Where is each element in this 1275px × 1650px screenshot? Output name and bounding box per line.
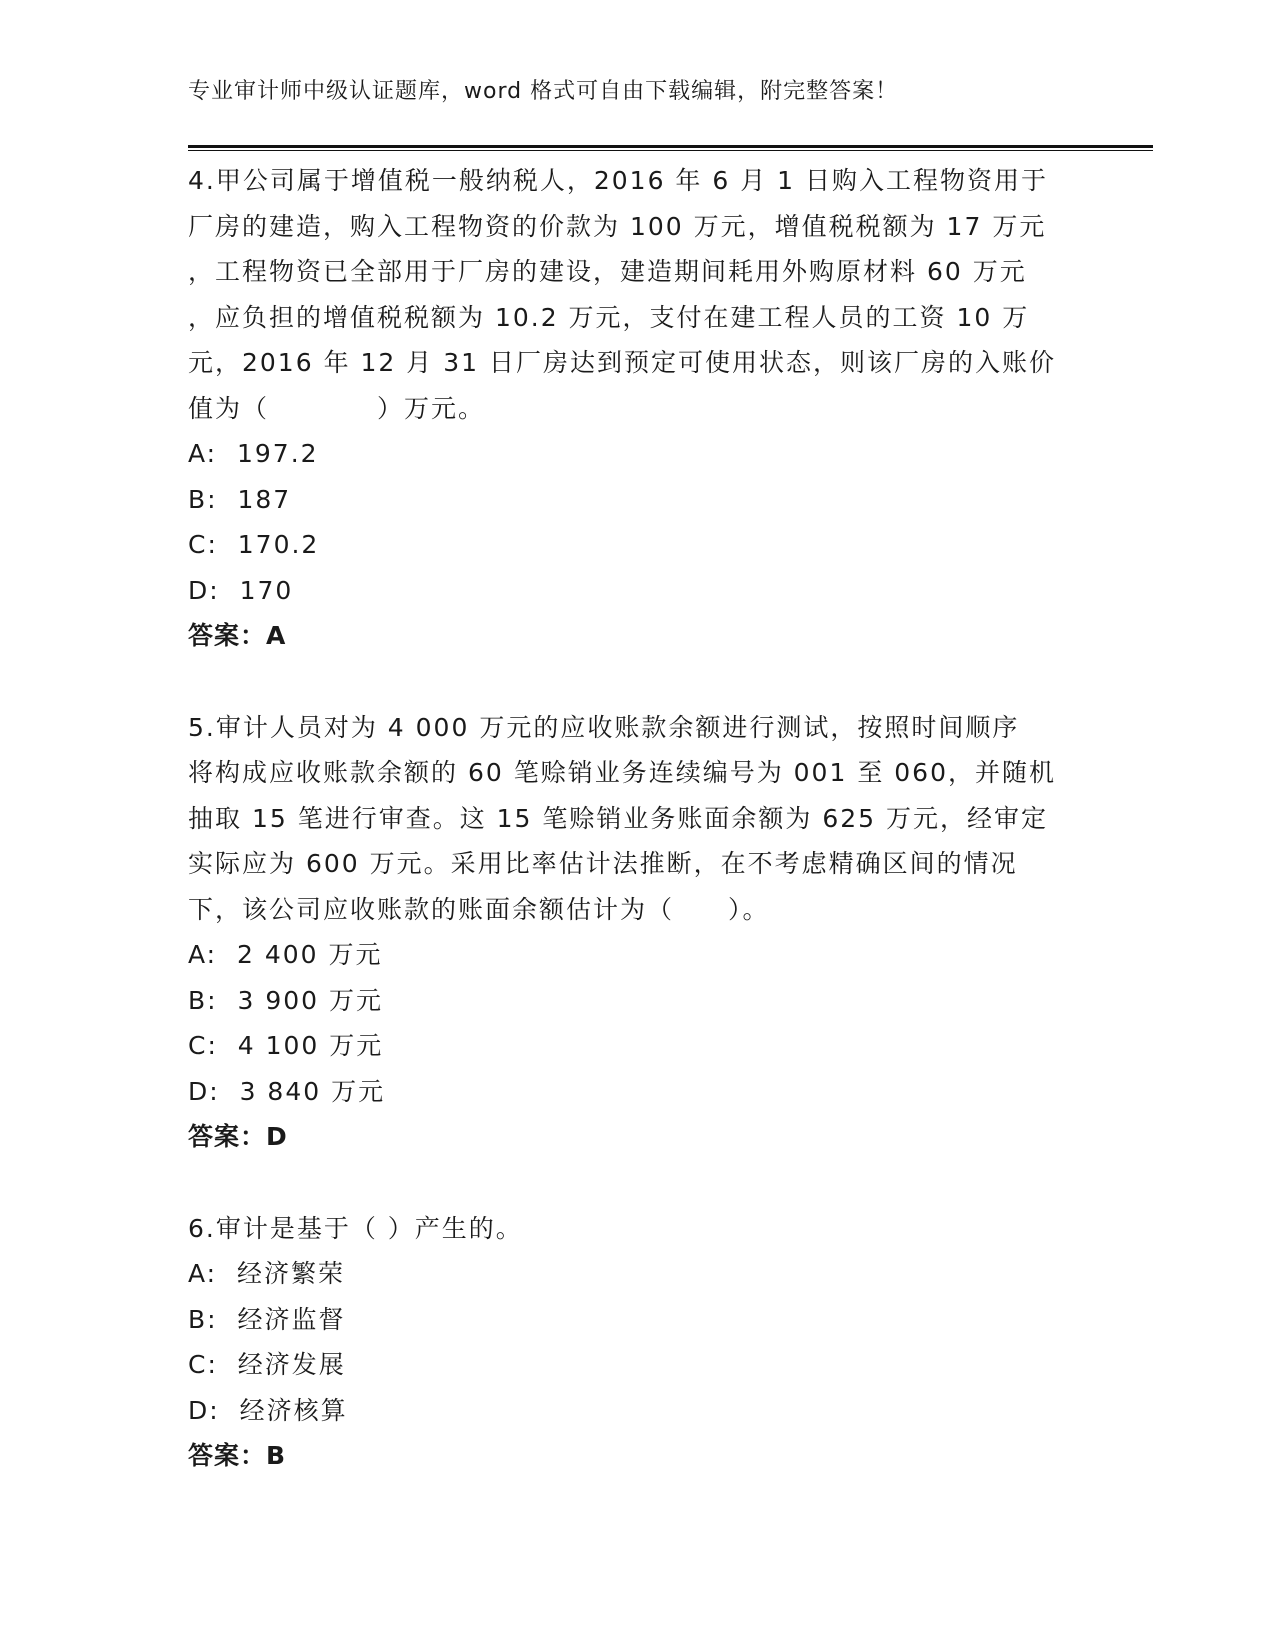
question-5	[188, 705, 1078, 1160]
option-a: A: 2 400 万元	[188, 940, 383, 969]
answer-label: 答案：D	[188, 1122, 288, 1151]
question-line: 6.审计是基于（ ）产生的。	[188, 1213, 523, 1243]
question-line: 5.审计人员对为 4 000 万元的应收账款余额进行测试，按照时间顺序	[188, 712, 1020, 742]
question-line: 4.甲公司属于增值税一般纳税人，2016 年 6 月 1 日购入工程物资用于	[188, 166, 1049, 195]
question-line: 下，该公司应收账款的账面余额估计为（ ）。	[188, 894, 770, 924]
header-divider-thin	[188, 150, 1153, 151]
answer-label: 答案：A	[188, 621, 287, 650]
question-line: 抽取 15 笔进行审查。这 15 笔赊销业务账面余额为 625 万元，经审定	[188, 803, 1049, 833]
question-line: 实际应为 600 万元。采用比率估计法推断，在不考虑精确区间的情况	[188, 849, 1018, 878]
option-b: B: 3 900 万元	[188, 985, 383, 1015]
spacer	[188, 1160, 1078, 1206]
option-d: D: 经济核算	[188, 1395, 348, 1425]
page-header-text: 专业审计师中级认证题库，word 格式可自由下载编辑，附完整答案！	[188, 79, 899, 104]
answer-label: 答案：B	[188, 1441, 287, 1470]
option-d: D: 170	[188, 575, 294, 605]
question-line: 将构成应收账款余额的 60 笔赊销业务连续编号为 001 至 060，并随机	[188, 758, 1056, 787]
question-line: ，应负担的增值税税额为 10.2 万元，支付在建工程人员的工资 10 万	[188, 302, 1030, 332]
option-c: C: 4 100 万元	[188, 1031, 384, 1060]
option-a: A: 197.2	[188, 439, 319, 468]
option-c: C: 经济发展	[188, 1350, 346, 1379]
question-line: ，工程物资已全部用于厂房的建设，建造期间耗用外购原材料 60 万元	[188, 257, 1027, 286]
question-line: 元，2016 年 12 月 31 日厂房达到预定可使用状态，则该厂房的入账价	[188, 348, 1056, 377]
option-b: B: 187	[188, 484, 292, 514]
option-d: D: 3 840 万元	[188, 1076, 386, 1106]
spacer	[188, 659, 1078, 705]
option-b: B: 经济监督	[188, 1304, 346, 1334]
header-divider	[188, 145, 1153, 148]
question-4	[188, 158, 1078, 659]
question-line: 值为（ ）万元。	[188, 393, 486, 423]
question-list	[188, 158, 1078, 1479]
option-a: A: 经济繁荣	[188, 1259, 345, 1288]
question-line: 厂房的建造，购入工程物资的价款为 100 万元，增值税税额为 17 万元	[188, 211, 1047, 241]
option-c: C: 170.2	[188, 530, 320, 559]
question-6	[188, 1206, 1078, 1479]
